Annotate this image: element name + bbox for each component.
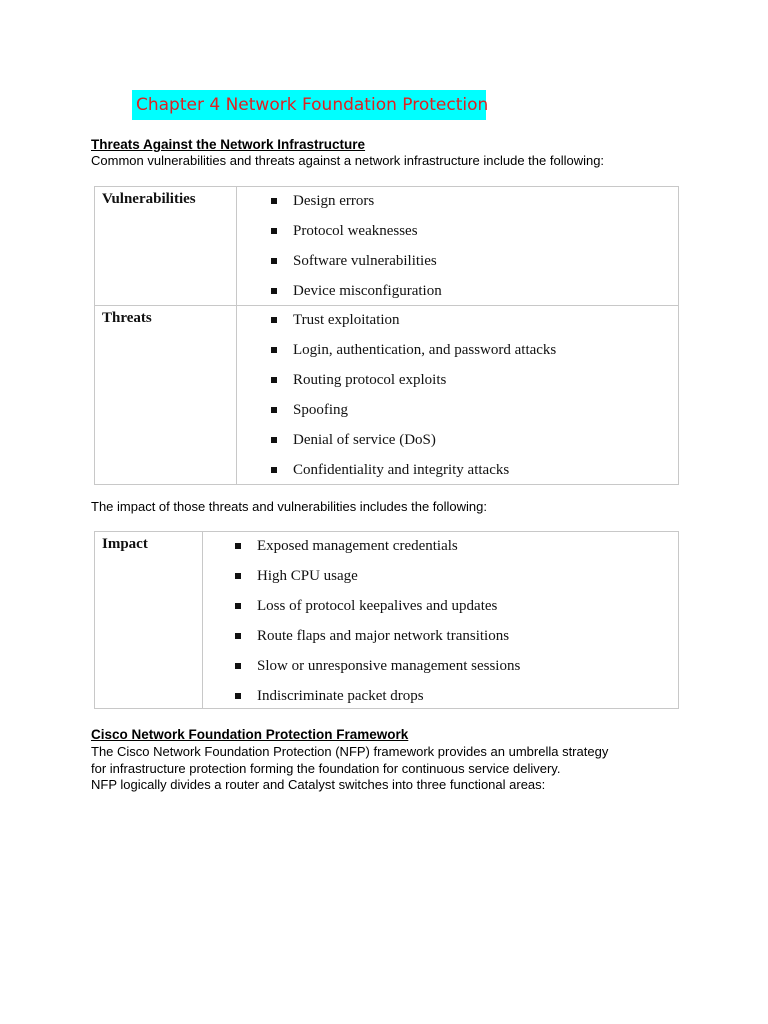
list-item: Denial of service (DoS): [271, 430, 678, 460]
vulnerabilities-list: [271, 191, 678, 305]
list-item: Design errors: [271, 191, 678, 221]
threats-row: [95, 306, 679, 485]
bullet-icon: [271, 288, 277, 294]
section-heading-threats: Threats Against the Network Infrastructure: [91, 137, 366, 152]
vulnerabilities-threats-table: [94, 186, 679, 485]
list-item: Loss of protocol keepalives and updates: [235, 596, 678, 626]
list-item: Route flaps and major network transitions: [235, 626, 678, 656]
list-item: Routing protocol exploits: [271, 370, 678, 400]
bullet-icon: [271, 258, 277, 264]
nfp-paragraph-line: The Cisco Network Foundation Protection (NFP) framework provides an umbrella strategy: [91, 744, 609, 759]
list-item: Confidentiality and integrity attacks: [271, 460, 678, 484]
threats-label: Threats: [95, 306, 237, 485]
bullet-icon: [235, 663, 241, 669]
nfp-paragraph-line: for infrastructure protection forming the foundation for continuous service delivery.: [91, 761, 561, 776]
list-item: Spoofing: [271, 400, 678, 430]
chapter-title: Chapter 4 Network Foundation Protection: [132, 90, 486, 120]
bullet-icon: [271, 228, 277, 234]
impact-label: Impact: [95, 532, 203, 709]
list-item: Login, authentication, and password attacks: [271, 340, 678, 370]
section-heading-nfp: Cisco Network Foundation Protection Framework: [91, 727, 409, 742]
impact-table: [94, 531, 679, 709]
bullet-icon: [235, 603, 241, 609]
bullet-icon: [271, 317, 277, 323]
nfp-paragraph-line: NFP logically divides a router and Catalyst switches into three functional areas:: [91, 777, 546, 792]
bullet-icon: [235, 633, 241, 639]
impact-row: [95, 532, 679, 709]
threats-intro-text: Common vulnerabilities and threats against a network infrastructure include the following:: [91, 153, 605, 168]
list-item: Device misconfiguration: [271, 281, 678, 305]
bullet-icon: [271, 467, 277, 473]
list-item: High CPU usage: [235, 566, 678, 596]
impact-intro-text: The impact of those threats and vulnerabilities includes the following:: [91, 499, 487, 514]
bullet-icon: [235, 543, 241, 549]
impact-list: [235, 536, 678, 708]
impact-list-cell: [203, 532, 679, 709]
bullet-icon: [235, 693, 241, 699]
list-item: Protocol weaknesses: [271, 221, 678, 251]
bullet-icon: [235, 573, 241, 579]
bullet-icon: [271, 437, 277, 443]
list-item: Trust exploitation: [271, 310, 678, 340]
list-item: Software vulnerabilities: [271, 251, 678, 281]
vulnerabilities-row: [95, 187, 679, 306]
list-item: Exposed management credentials: [235, 536, 678, 566]
bullet-icon: [271, 198, 277, 204]
threats-list: [271, 310, 678, 484]
vulnerabilities-label: Vulnerabilities: [95, 187, 237, 306]
threats-list-cell: [237, 306, 679, 485]
list-item: Slow or unresponsive management sessions: [235, 656, 678, 686]
bullet-icon: [271, 377, 277, 383]
vulnerabilities-list-cell: [237, 187, 679, 306]
bullet-icon: [271, 407, 277, 413]
list-item: Indiscriminate packet drops: [235, 686, 678, 708]
bullet-icon: [271, 347, 277, 353]
